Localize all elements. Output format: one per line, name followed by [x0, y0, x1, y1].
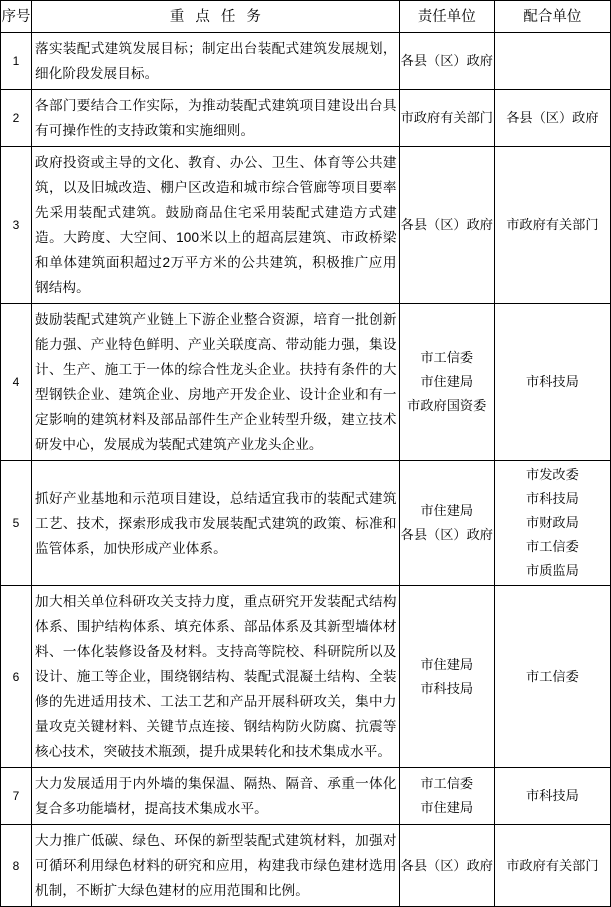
row-sequence-number: 6 [1, 586, 32, 768]
row-responsible-unit [399, 304, 494, 461]
unit-name: 各县（区）政府 [400, 527, 493, 542]
row-cooperating-unit [494, 304, 610, 461]
table-body [1, 1, 611, 907]
unit-name: 各县（区）政府 [400, 857, 493, 873]
unit-name: 市质监局 [526, 563, 579, 578]
table-row [1, 768, 611, 825]
unit-name: 市住建局 [420, 656, 474, 672]
unit-name: 各县（区）政府 [506, 110, 599, 125]
unit-name: 市政府有关部门 [506, 857, 599, 873]
row-task-description: 抓好产业基地和示范项目建设，总结适宜我市的装配式建筑工艺、技术，探索形成我市发展装配式建筑的政策、标准和监管体系，加快形成产业体系。 [32, 461, 400, 586]
row-task-description: 大力推广低碳、绿色、环保的新型装配式建筑材料，加强对可循环利用绿色材料的研究和应用，构建我市绿色建材选用机制，不断扩大绿色建材的应用范围和比例。 [32, 825, 400, 907]
row-cooperating-unit [494, 825, 610, 907]
unit-name: 市财政局 [526, 515, 579, 530]
row-sequence-number: 2 [1, 90, 32, 147]
unit-name: 市工信委 [420, 776, 474, 791]
table-row [1, 90, 611, 147]
unit-name: 市工信委 [526, 539, 579, 554]
unit-name: 市政府有关部门 [400, 110, 493, 125]
table-row [1, 147, 611, 304]
unit-name: 市政府有关部门 [506, 217, 599, 232]
unit-name: 市住建局 [420, 374, 474, 389]
row-task-description: 各部门要结合工作实际，为推动装配式建筑项目建设出台具有可操作性的支持政策和实施细则。 [32, 90, 400, 147]
row-sequence-number: 7 [1, 768, 32, 825]
row-sequence-number: 5 [1, 461, 32, 586]
table-row [1, 304, 611, 461]
table-row [1, 825, 611, 907]
unit-name: 市科技局 [526, 374, 579, 389]
table-row [1, 33, 611, 90]
row-task-description: 鼓励装配式建筑产业链上下游企业整合资源，培育一批创新能力强、产业特色鲜明、产业关联度高、带动能力强，集设计、生产、施工于一体的综合性龙头企业。扶持有条件的大型钢铁企业、建筑企业、房地产开发企业、设计企业和有一定影响的建筑材料及部品部件生产企业转型升级，建立技术研发中心，发展成为装配式建筑产业龙头企业。 [32, 304, 400, 461]
row-responsible-unit [399, 768, 494, 825]
unit-name: 市科技局 [526, 788, 579, 803]
column-header-responsible-unit: 责任单位 [399, 1, 494, 33]
column-header-task: 重点任务 [32, 1, 400, 33]
row-responsible-unit [399, 90, 494, 147]
column-header-seq: 序号 [1, 1, 32, 33]
row-task-description: 大力发展适用于内外墙的集保温、隔热、隔音、承重一体化复合多功能墙材，提高技术集成水平。 [32, 768, 400, 825]
row-cooperating-unit [494, 461, 610, 586]
row-responsible-unit [399, 461, 494, 586]
row-sequence-number: 3 [1, 147, 32, 304]
row-cooperating-unit [494, 768, 610, 825]
unit-name: 市住建局 [420, 800, 474, 815]
table-row [1, 461, 611, 586]
unit-name: 市发改委 [526, 467, 579, 482]
row-cooperating-unit [494, 33, 610, 90]
column-header-cooperating-unit: 配合单位 [494, 1, 610, 33]
row-responsible-unit [399, 147, 494, 304]
table-row [1, 586, 611, 768]
row-sequence-number: 4 [1, 304, 32, 461]
row-task-description: 政府投资或主导的文化、教育、办公、卫生、体育等公共建筑，以及旧城改造、棚户区改造和城市综合管廊等项目要率先采用装配式建筑。鼓励商品住宅采用装配式建造方式建造。大跨度、大空间、100米以上的超高层建筑、市政桥梁和单体建筑面积超过2万平方米的公共建筑，积极推广应用钢结构。 [32, 147, 400, 304]
row-task-description: 加大相关单位科研攻关支持力度，重点研究开发装配式结构体系、围护结构体系、填充体系、部品体系及其新型墙体材料、一体化装修设备及材料。支持高等院校、科研院所以及设计、施工等企业，围绕钢结构、装配式混凝土结构、全装修的先进适用技术、工法工艺和产品开展科研攻关，集中力量攻克关键材料、关键节点连接、钢结构防火防腐、抗震等核心技术，突破技术瓶颈，提升成果转化和技术集成水平。 [32, 586, 400, 768]
unit-name: 各县（区）政府 [400, 53, 493, 68]
table-header-row [1, 1, 611, 33]
row-sequence-number: 8 [1, 825, 32, 907]
row-responsible-unit [399, 586, 494, 768]
row-responsible-unit [399, 33, 494, 90]
row-cooperating-unit [494, 586, 610, 768]
unit-name: 各县（区）政府 [400, 217, 493, 232]
unit-name: 市科技局 [420, 680, 474, 696]
unit-name: 市政府国资委 [407, 398, 487, 413]
row-cooperating-unit [494, 90, 610, 147]
row-responsible-unit [399, 825, 494, 907]
unit-name: 市科技局 [526, 491, 579, 506]
unit-name: 市工信委 [420, 350, 474, 365]
unit-name: 市住建局 [420, 503, 474, 518]
row-cooperating-unit [494, 147, 610, 304]
row-task-description: 落实装配式建筑发展目标；制定出台装配式建筑发展规划，细化阶段发展目标。 [32, 33, 400, 90]
unit-name: 市工信委 [526, 668, 579, 684]
row-sequence-number: 1 [1, 33, 32, 90]
